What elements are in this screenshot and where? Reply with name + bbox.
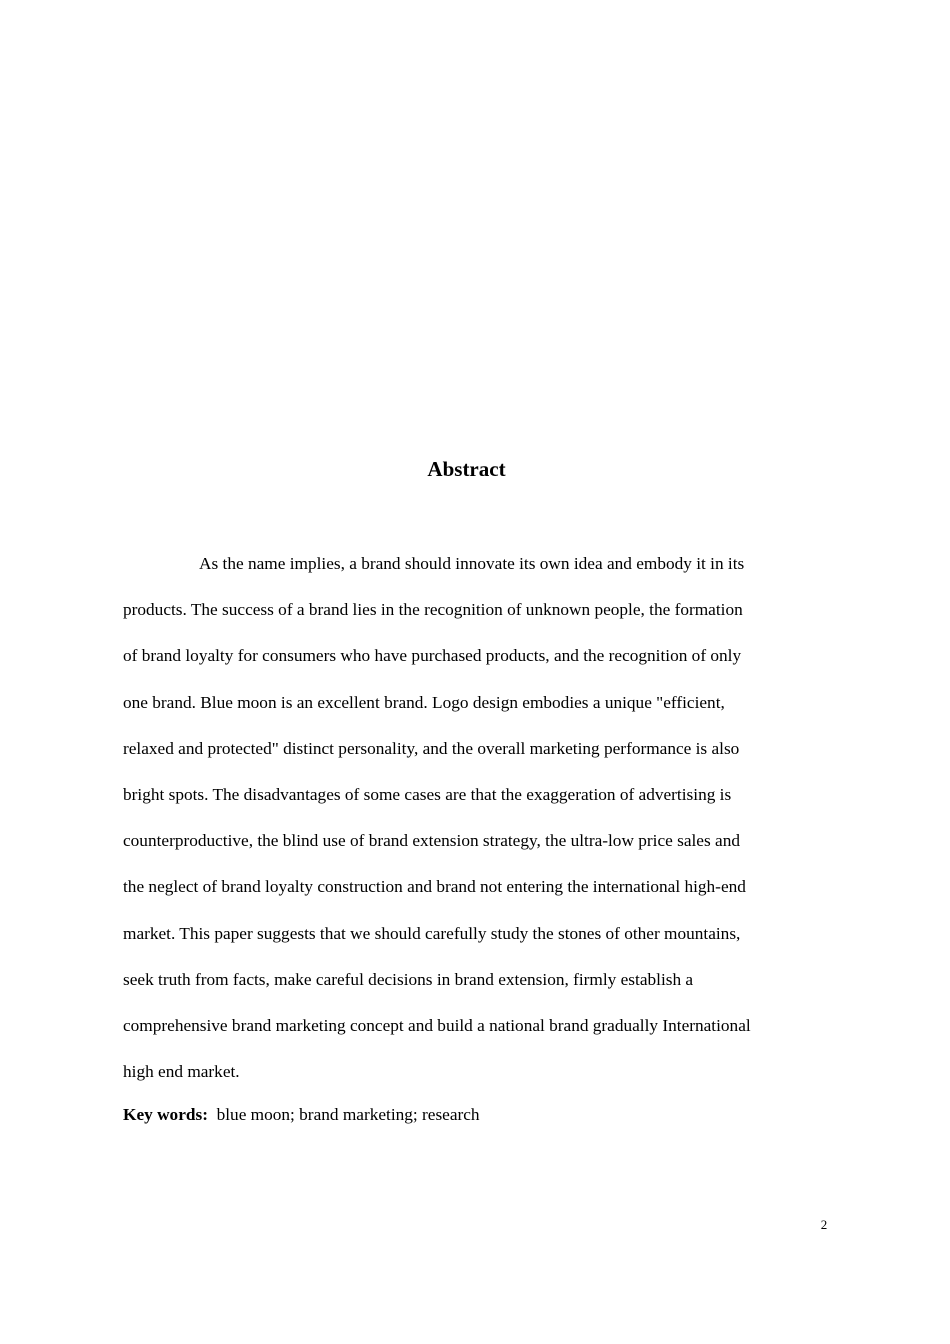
- abstract-body: [123, 541, 823, 1095]
- abstract-line: products. The success of a brand lies in the recognition of unknown people, the formation: [123, 600, 743, 620]
- page-number: 2: [820, 1217, 828, 1232]
- abstract-line: one brand. Blue moon is an excellent brand. Logo design embodies a unique "efficient,: [123, 692, 725, 712]
- abstract-line: the neglect of brand loyalty construction and brand not entering the international high-end: [123, 877, 746, 897]
- abstract-line: relaxed and protected" distinct personality, and the overall marketing performance is also: [123, 738, 740, 758]
- abstract-line: of brand loyalty for consumers who have purchased products, and the recognition of only: [123, 646, 742, 666]
- keywords-label: Key words:: [123, 1105, 208, 1124]
- keywords-value: blue moon; brand marketing; research: [216, 1105, 480, 1124]
- abstract-title: Abstract: [427, 457, 506, 481]
- abstract-line: bright spots. The disadvantages of some cases are that the exaggeration of advertising is: [123, 785, 732, 805]
- abstract-line: counterproductive, the blind use of brand extension strategy, the ultra-low price sales and: [123, 831, 740, 851]
- abstract-line: high end market.: [123, 1062, 240, 1082]
- abstract-line: comprehensive brand marketing concept and build a national brand gradually International: [123, 1016, 751, 1036]
- keywords: [123, 1095, 480, 1135]
- abstract-line: market. This paper suggests that we should carefully study the stones of other mountains,: [123, 923, 741, 943]
- abstract-line: As the name implies, a brand should innovate its own idea and embody it in its: [199, 554, 745, 573]
- abstract-line: seek truth from facts, make careful decisions in brand extension, firmly establish a: [123, 969, 694, 989]
